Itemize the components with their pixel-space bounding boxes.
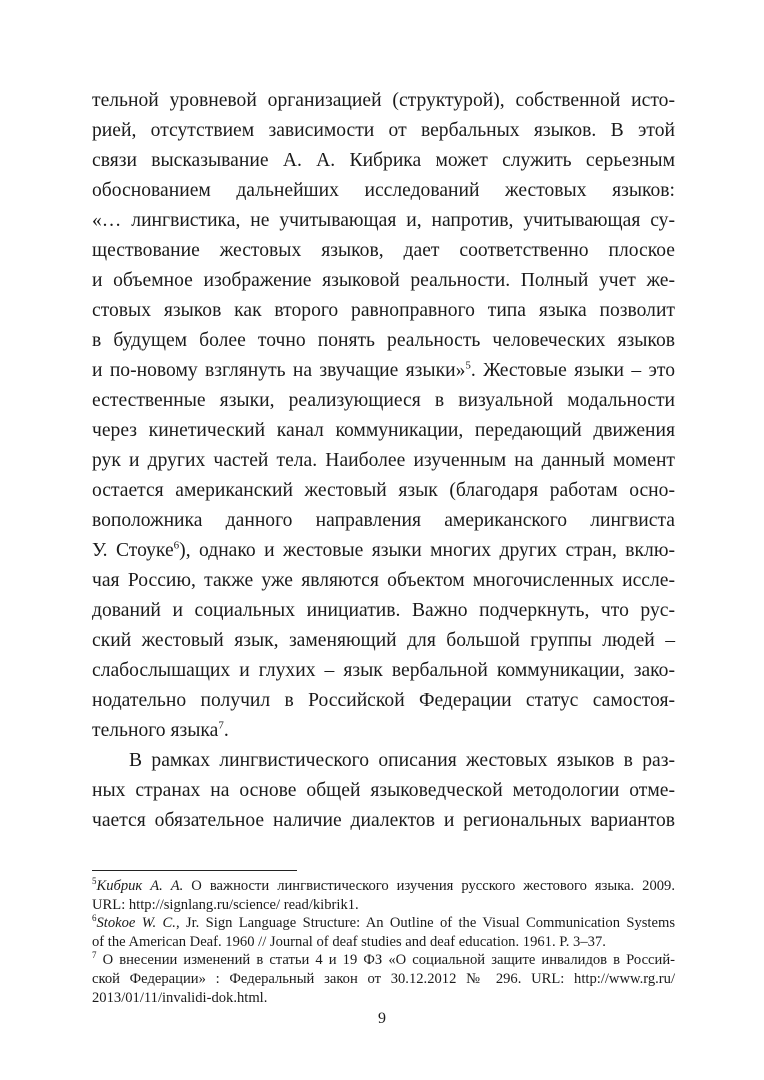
line-text: обоснованием дальнейших исследований жестовых языков: (92, 180, 675, 201)
line-text: и объемное изображение языковой реальности. Полный учет же- (92, 270, 675, 291)
body-line (92, 296, 675, 326)
footnote-line (92, 951, 675, 970)
footnote-ref: 7 (218, 719, 224, 732)
body-line (92, 626, 675, 656)
body-line (92, 266, 675, 296)
body-line (92, 476, 675, 506)
line-text: естественные языки, реализующиеся в визуальной модальности (92, 390, 675, 411)
body-line (92, 116, 675, 146)
body-line (92, 206, 675, 236)
line-text: стовых языков как второго равноправного типа языка позволит (92, 300, 675, 321)
line-text: В рамках лингвистического описания жестовых языков в раз- (129, 750, 675, 771)
footnote-ref: 6 (173, 539, 180, 552)
body-line (92, 176, 675, 206)
footnote-line (92, 896, 675, 915)
line-text: и по-новому взглянуть на звучащие языки» (92, 360, 466, 381)
body-line (92, 146, 675, 176)
body-line (92, 656, 675, 686)
line-text-after: . Жестовые языки – это (470, 360, 675, 381)
line-text: слабослышащих и глухих – язык вербальной коммуникации, зако- (92, 660, 675, 681)
body-line (92, 716, 675, 746)
footnote-author: Кибрик А. А. (96, 878, 184, 894)
footnote-text: О внесении изменений в статьи 4 и 19 ФЗ «О социальной защите инвалидов в Россий- (96, 952, 675, 969)
body-line (92, 746, 675, 776)
footnote-text: ской Федерации» : Федеральный закон от 30.12.2012 № 296. URL: http://www.rg.ru/ (92, 970, 675, 987)
footnote-text: О важности лингвистического изучения русского жестового языка. 2009. (183, 878, 675, 894)
body-text (92, 86, 675, 836)
line-text: чается обязательное наличие диалектов и региональных вариантов (92, 810, 675, 831)
body-line (92, 86, 675, 116)
body-line (92, 446, 675, 476)
line-text: ществование жестовых языков, дает соответственно плоское (92, 240, 675, 261)
body-line (92, 566, 675, 596)
line-text-after: . (223, 720, 229, 741)
line-text: ский жестовый язык, заменяющий для большой группы людей – (92, 630, 675, 651)
footnote-text: , Jr. Sign Language Structure: An Outline of the Visual Communication Systems (175, 915, 675, 932)
footnote-line (92, 970, 675, 989)
footnote-number: 7 (92, 950, 97, 961)
body-line (92, 386, 675, 416)
body-line (92, 596, 675, 626)
line-text: чая Россию, также уже являются объектом многочисленных иссле- (92, 570, 675, 591)
footnote-separator (92, 870, 297, 871)
footnote-ref: 5 (465, 359, 471, 372)
body-line (92, 416, 675, 446)
body-line (92, 326, 675, 356)
body-line (92, 506, 675, 536)
body-line (92, 776, 675, 806)
line-text: связи высказывание А. А. Кибрика может служить серьезным (92, 150, 675, 171)
body-line (92, 806, 675, 836)
line-text: рук и других частей тела. Наиболее изученным на данный момент (92, 450, 675, 471)
line-text: воположника данного направления американского лингвиста (92, 510, 675, 531)
footnote-text: URL: http://signlang.ru/science/ read/kibrik1. (92, 896, 359, 913)
footnote-text: 2013/01/11/invalidi-dok.html. (92, 989, 268, 1006)
line-text: тельной уровневой организацией (структурой), собственной исто- (92, 90, 675, 111)
line-text: ных странах на основе общей языковедческой методологии отме- (92, 780, 675, 801)
line-text: У. Стоуке (92, 540, 174, 561)
page-number: 9 (378, 1010, 386, 1027)
body-line (92, 686, 675, 716)
footnote-line (92, 914, 675, 933)
footnotes (92, 877, 675, 1007)
line-text: остается американский жестовый язык (благодаря работам осно- (92, 480, 675, 501)
body-line (92, 536, 675, 566)
line-text: «… лингвистика, не учитывающая и, напротив, учитывающая су- (92, 210, 675, 231)
line-text-after: ), однако и жестовые языки многих других стран, вклю- (179, 540, 675, 561)
footnote-line (92, 989, 675, 1008)
body-line (92, 236, 675, 266)
line-text: нодательно получил в Российской Федерации статус самостоя- (92, 690, 675, 711)
footnote-number: 5 (92, 876, 97, 887)
footnote-text: of the American Deaf. 1960 // Journal of deaf studies and deaf education. 1961. P. 3–37. (92, 933, 606, 950)
line-text: тельного языка (92, 720, 219, 741)
line-text: в будущем более точно понять реальность человеческих языков (92, 330, 675, 351)
footnote-line (92, 877, 675, 896)
footnote-author: Stokoe W. C. (96, 915, 176, 932)
line-text: дований и социальных инициатив. Важно подчеркнуть, что рус- (92, 600, 675, 621)
footnote-number: 6 (92, 913, 97, 924)
line-text: через кинетический канал коммуникации, передающий движения (92, 420, 675, 441)
body-line (92, 356, 675, 386)
line-text: рией, отсутствием зависимости от вербальных языков. В этой (92, 120, 675, 141)
footnote-line (92, 933, 675, 952)
